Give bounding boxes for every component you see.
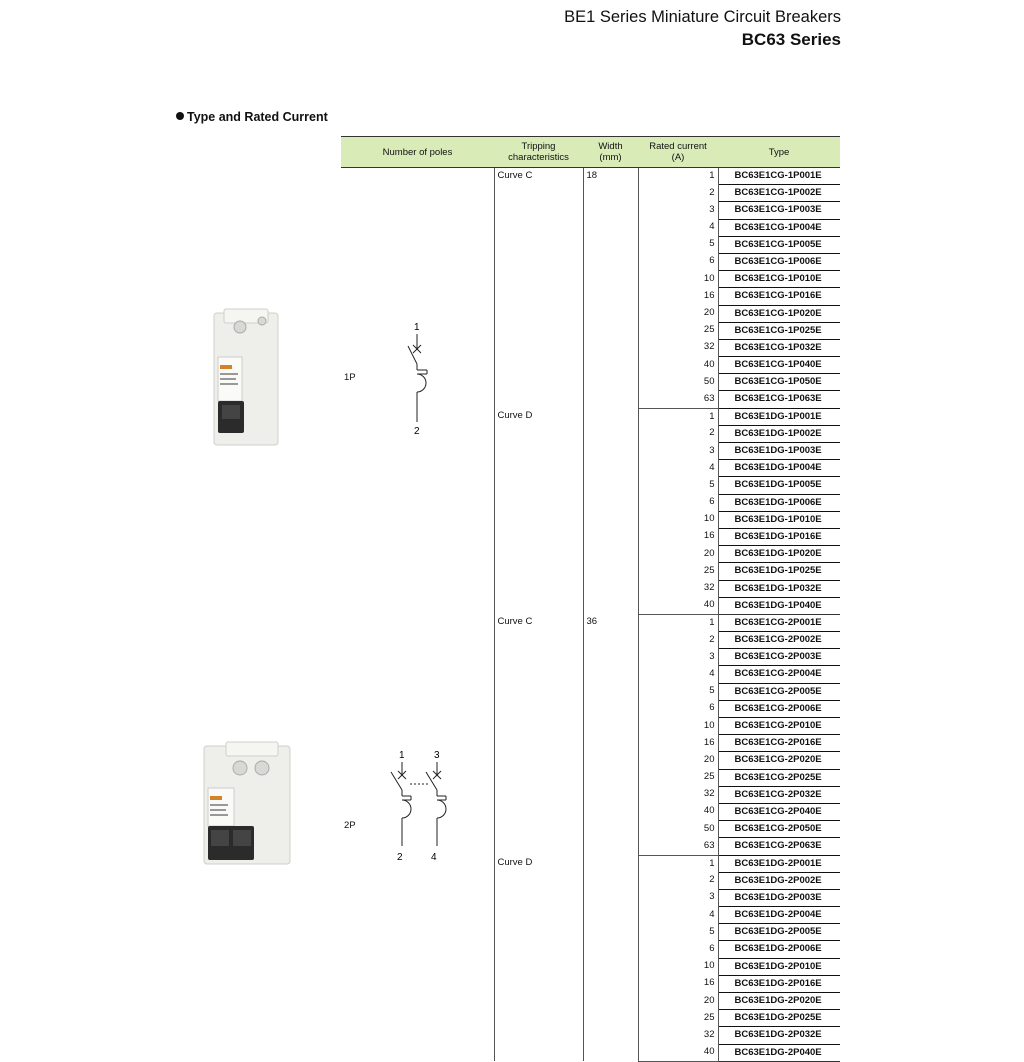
rated-current-cell: 20	[638, 993, 718, 1010]
rated-current-cell: 6	[638, 700, 718, 717]
column-header-poles: Number of poles	[341, 137, 494, 168]
rated-current-cell: 25	[638, 322, 718, 339]
rated-current-cell: 32	[638, 580, 718, 597]
rated-current-cell: 10	[638, 718, 718, 735]
type-cell: BC63E1CG-2P001E	[718, 614, 840, 631]
rated-current-cell: 1	[638, 614, 718, 631]
rated-current-cell: 3	[638, 649, 718, 666]
rated-current-cell: 16	[638, 288, 718, 305]
type-cell: BC63E1CG-2P063E	[718, 838, 840, 855]
type-cell: BC63E1CG-1P032E	[718, 339, 840, 356]
rated-current-cell: 20	[638, 305, 718, 322]
type-cell: BC63E1CG-1P020E	[718, 305, 840, 322]
rated-current-cell: 5	[638, 477, 718, 494]
tripping-cell: Curve D	[494, 855, 583, 1061]
terminal-label: 2	[397, 852, 403, 863]
rated-current-cell: 10	[638, 958, 718, 975]
type-cell: BC63E1DG-2P010E	[718, 958, 840, 975]
rated-current-cell: 32	[638, 1027, 718, 1044]
poles-label: 1P	[344, 372, 356, 383]
rated-current-cell: 4	[638, 460, 718, 477]
type-cell: BC63E1CG-2P040E	[718, 803, 840, 820]
type-cell: BC63E1CG-2P010E	[718, 718, 840, 735]
type-cell: BC63E1DG-1P025E	[718, 563, 840, 580]
type-cell: BC63E1DG-1P016E	[718, 528, 840, 545]
column-header-width: Width (mm)	[583, 137, 638, 168]
type-cell: BC63E1CG-2P002E	[718, 632, 840, 649]
type-cell: BC63E1DG-1P010E	[718, 511, 840, 528]
type-cell: BC63E1DG-2P006E	[718, 941, 840, 958]
type-cell: BC63E1DG-1P040E	[718, 597, 840, 614]
rated-current-cell: 3	[638, 443, 718, 460]
rated-current-cell: 25	[638, 1010, 718, 1027]
type-cell: BC63E1DG-2P005E	[718, 924, 840, 941]
page-subtitle: BC63 Series	[741, 30, 841, 49]
rated-current-cell: 3	[638, 889, 718, 906]
type-cell: BC63E1DG-1P006E	[718, 494, 840, 511]
type-cell: BC63E1DG-2P004E	[718, 907, 840, 924]
type-rated-current-table	[341, 136, 840, 1062]
column-header-rated: Rated current (A)	[638, 137, 718, 168]
terminal-label: 3	[434, 750, 440, 761]
type-cell: BC63E1DG-2P002E	[718, 872, 840, 889]
type-cell: BC63E1CG-2P050E	[718, 821, 840, 838]
terminal-label: 1	[414, 322, 420, 333]
type-cell: BC63E1DG-2P003E	[718, 889, 840, 906]
type-cell: BC63E1CG-1P003E	[718, 202, 840, 219]
type-cell: BC63E1DG-2P032E	[718, 1027, 840, 1044]
rated-current-cell: 6	[638, 494, 718, 511]
rated-current-cell: 4	[638, 907, 718, 924]
rated-current-cell: 16	[638, 528, 718, 545]
rated-current-cell: 3	[638, 202, 718, 219]
type-cell: BC63E1CG-2P005E	[718, 683, 840, 700]
rated-current-cell: 40	[638, 357, 718, 374]
type-cell: BC63E1CG-1P040E	[718, 357, 840, 374]
type-cell: BC63E1CG-1P005E	[718, 236, 840, 253]
tripping-cell: Curve C	[494, 614, 583, 855]
type-cell: BC63E1DG-2P040E	[718, 1044, 840, 1061]
type-cell: BC63E1DG-1P001E	[718, 408, 840, 425]
rated-current-cell: 1	[638, 408, 718, 425]
width-cell: 36	[583, 614, 638, 1061]
type-cell: BC63E1CG-2P020E	[718, 752, 840, 769]
column-header-tripping: Tripping characteristics	[494, 137, 583, 168]
rated-current-cell: 5	[638, 924, 718, 941]
type-cell: BC63E1CG-1P001E	[718, 168, 840, 185]
section-heading	[176, 110, 328, 124]
poles-label: 2P	[344, 820, 356, 832]
poles-cell	[341, 168, 494, 615]
type-cell: BC63E1DG-1P005E	[718, 477, 840, 494]
rated-current-cell: 2	[638, 185, 718, 202]
terminal-label: 4	[431, 852, 437, 863]
rated-current-cell: 6	[638, 941, 718, 958]
rated-current-cell: 16	[638, 735, 718, 752]
rated-current-cell: 20	[638, 752, 718, 769]
rated-current-cell: 10	[638, 511, 718, 528]
rated-current-cell: 50	[638, 374, 718, 391]
type-cell: BC63E1DG-2P016E	[718, 975, 840, 992]
rated-current-cell: 16	[638, 975, 718, 992]
type-cell: BC63E1CG-1P010E	[718, 271, 840, 288]
rated-current-cell: 1	[638, 855, 718, 872]
rated-current-cell: 50	[638, 821, 718, 838]
terminal-label: 1	[399, 750, 405, 761]
rated-current-cell: 6	[638, 253, 718, 270]
type-cell: BC63E1DG-2P020E	[718, 993, 840, 1010]
type-cell: BC63E1DG-1P002E	[718, 425, 840, 442]
type-cell: BC63E1CG-2P006E	[718, 700, 840, 717]
type-cell: BC63E1CG-1P050E	[718, 374, 840, 391]
rated-current-cell: 1	[638, 168, 718, 185]
table-row	[341, 614, 840, 631]
rated-current-cell: 40	[638, 803, 718, 820]
rated-current-cell: 2	[638, 872, 718, 889]
type-cell: BC63E1DG-1P003E	[718, 443, 840, 460]
type-cell: BC63E1CG-2P032E	[718, 786, 840, 803]
bullet-icon	[176, 112, 184, 120]
type-cell: BC63E1CG-1P002E	[718, 185, 840, 202]
rated-current-cell: 63	[638, 838, 718, 855]
rated-current-cell: 40	[638, 597, 718, 614]
tripping-cell: Curve D	[494, 408, 583, 614]
rated-current-cell: 2	[638, 632, 718, 649]
type-cell: BC63E1CG-1P025E	[718, 322, 840, 339]
rated-current-cell: 4	[638, 219, 718, 236]
rated-current-cell: 32	[638, 339, 718, 356]
type-cell: BC63E1CG-2P004E	[718, 666, 840, 683]
type-cell: BC63E1CG-1P016E	[718, 288, 840, 305]
type-cell: BC63E1DG-2P001E	[718, 855, 840, 872]
type-cell: BC63E1CG-1P004E	[718, 219, 840, 236]
type-cell: BC63E1DG-1P004E	[718, 460, 840, 477]
rated-current-cell: 20	[638, 546, 718, 563]
section-title: Type and Rated Current	[187, 110, 328, 124]
type-cell: BC63E1CG-2P016E	[718, 735, 840, 752]
breaker-1p-image	[210, 305, 286, 450]
breaker-2p-image	[200, 738, 295, 868]
rated-current-cell: 40	[638, 1044, 718, 1061]
type-cell: BC63E1DG-1P032E	[718, 580, 840, 597]
width-cell: 18	[583, 168, 638, 615]
terminal-label: 2	[414, 426, 420, 437]
type-cell: BC63E1DG-2P025E	[718, 1010, 840, 1027]
type-cell: BC63E1CG-2P003E	[718, 649, 840, 666]
table-header-row	[341, 137, 840, 168]
type-cell: BC63E1CG-1P006E	[718, 253, 840, 270]
rated-current-cell: 5	[638, 236, 718, 253]
column-header-type: Type	[718, 137, 840, 168]
rated-current-cell: 5	[638, 683, 718, 700]
table-row	[341, 168, 840, 185]
rated-current-cell: 4	[638, 666, 718, 683]
page-title: BE1 Series Miniature Circuit Breakers	[564, 8, 841, 26]
rated-current-cell: 63	[638, 391, 718, 408]
tripping-cell: Curve C	[494, 168, 583, 409]
rated-current-cell: 25	[638, 563, 718, 580]
rated-current-cell: 2	[638, 425, 718, 442]
type-cell: BC63E1CG-1P063E	[718, 391, 840, 408]
rated-current-cell: 32	[638, 786, 718, 803]
rated-current-cell: 10	[638, 271, 718, 288]
type-cell: BC63E1CG-2P025E	[718, 769, 840, 786]
type-cell: BC63E1DG-1P020E	[718, 546, 840, 563]
poles-cell	[341, 614, 494, 1061]
rated-current-cell: 25	[638, 769, 718, 786]
